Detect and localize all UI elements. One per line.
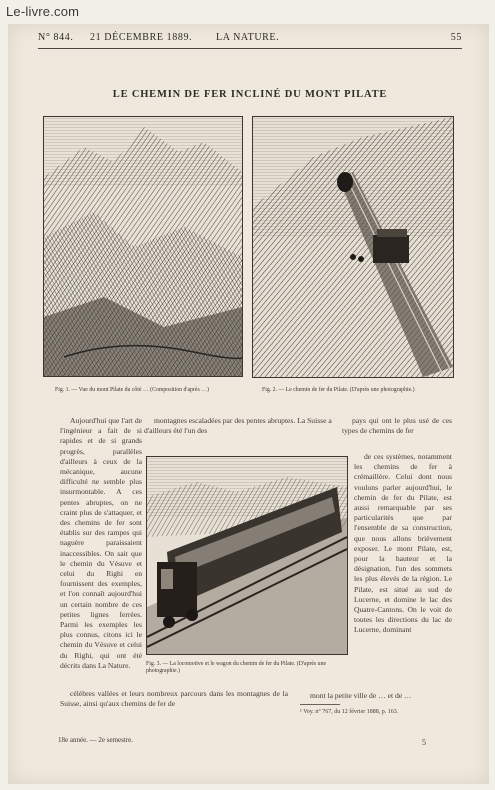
paragraph-bottom: célèbres vallées et leurs nombreux parcours dans les montagnes de la Suisse, ainsi qu'aux chemins de fer de xyxy=(60,689,288,709)
body-column-right-top xyxy=(342,416,452,448)
paragraph-right: de ces systèmes, notamment les chemins de fer à crémaillère. Celui dont nous voulons parler aujourd'hui, le chemin de fer du Pilate, est aussi remarquable par ses particularités que par l'ensemble de sa construction, que nous allons brièvement exposer. Le mont Pilate, est, pour la hauteur et la désignation, l'un des sommets les plus élevés de la région. Le Pilate, est situé au sud de Lucerne, et domine le lac des Quatre-Cantons. On le voit de toutes les directions du lac de Lucerne, dominant xyxy=(354,452,452,635)
figure-3-locomotive-engraving xyxy=(146,456,348,655)
body-column-center-top xyxy=(144,416,344,452)
figure-1-mountain-engraving xyxy=(43,116,243,377)
figure-2-caption: Fig. 2. — Le chemin de fer du Pilate. (D'après une photographie.) xyxy=(262,387,415,393)
journal-name: LA NATURE. xyxy=(216,32,280,43)
paragraph-center-top: montagnes escaladées par des pentes abruptes. La Suisse a d'ailleurs été l'un des xyxy=(144,416,332,436)
body-column-right xyxy=(354,452,452,690)
issue-number: N° 844. xyxy=(38,32,74,43)
signature-mark: 5 xyxy=(422,738,426,747)
footnote: ¹ Voy. n° 767, du 12 février 1888, p. 163. xyxy=(300,709,399,715)
paragraph-right-top: pays qui ont le plus usé de ces types de chemins de fer xyxy=(342,416,452,436)
figure-1-caption: Fig. 1. — Vue du mont Pilate du côté … (Composition d'après …) xyxy=(55,387,209,393)
footnote-rule xyxy=(300,704,340,705)
body-bottom-left xyxy=(60,689,288,721)
page-number: 55 xyxy=(450,32,462,43)
body-column-left xyxy=(60,416,142,692)
figure-3-caption: Fig. 3. — La locomotive et le wagon du chemin de fer du Pilate. (D'après une photographie.) xyxy=(146,661,327,674)
watermark: Le-livre.com xyxy=(6,4,80,19)
issue-date: 21 DÉCEMBRE 1889. xyxy=(90,32,193,43)
paragraph-left: Aujourd'hui que l'art de l'ingénieur a fait de si rapides et de si grands progrès, parallèles d'ailleurs à ceux de la mécanique, aucune difficulté ne semble plus insurmontable. A ces pentes abruptes, on ne craint plus de s'attaquer, et des chemins de fer sont établis sur des rampes qui naguère paraissaient inaccessibles. On sait que le chemin du Vésuve et celui du Righi en fournissent des exemples, et l'on connaît aujourd'hui un certain nombre de ces petites lignes ferrées. Parmi les exemples les plus connus, citons ici le chemin du Vésuve et celui du Righi, qui ont été décrits dans La Nature. xyxy=(60,416,142,670)
figure-2-railway-engraving xyxy=(252,116,454,378)
running-head xyxy=(38,32,462,48)
article-title: LE CHEMIN DE FER INCLINÉ DU MONT PILATE xyxy=(112,89,388,100)
header-rule xyxy=(38,48,462,49)
paragraph-bottom-right: mont la petite ville de … et de … xyxy=(310,691,412,700)
volume-folio: 18e année. — 2e semestre. xyxy=(58,736,134,744)
